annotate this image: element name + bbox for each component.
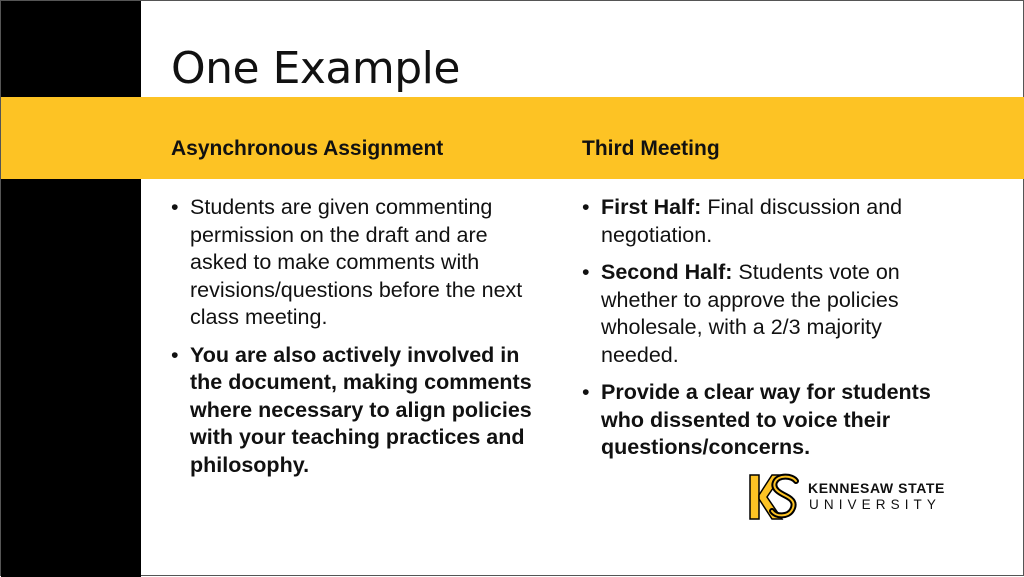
ks-monogram-icon bbox=[748, 469, 800, 525]
bullet-text: Students vote on whether to approve the policies wholesale, with a 2/3 majority needed. bbox=[601, 260, 900, 367]
bullet-lead: You are also actively involved in the document, making comments where necessary to align policies with your teaching practices and philosophy. bbox=[190, 342, 532, 477]
bullet-lead: First Half: bbox=[601, 195, 702, 219]
column-header-third-meeting: Third Meeting bbox=[582, 137, 720, 160]
bullet-icon: • bbox=[171, 342, 179, 367]
bullet-text: Final discussion and negotiation. bbox=[601, 195, 903, 247]
kennesaw-state-logo bbox=[748, 469, 978, 525]
list-item bbox=[582, 259, 957, 369]
list-item bbox=[582, 379, 957, 462]
bullet-icon: • bbox=[171, 195, 179, 219]
bullet-lead: Provide a clear way for students who dissented to voice their questions/concerns. bbox=[601, 380, 931, 459]
header-gold-band bbox=[1, 97, 1024, 179]
list-item bbox=[171, 194, 541, 332]
slide-title: One Example bbox=[171, 43, 460, 94]
list-item bbox=[171, 342, 541, 480]
bullet-icon: • bbox=[582, 380, 590, 404]
column-header-asynchronous: Asynchronous Assignment bbox=[171, 137, 444, 160]
left-black-bar bbox=[1, 1, 141, 577]
asynchronous-bullet-list bbox=[171, 194, 541, 489]
bullet-text: Students are given commenting permission on the draft and are asked to make comments with revisions/questions before the next class meeting. bbox=[190, 195, 523, 329]
logo-wordmark-line2: UNIVERSITY bbox=[809, 497, 942, 512]
bullet-lead: Second Half: bbox=[601, 260, 733, 284]
bullet-icon: • bbox=[582, 195, 590, 219]
third-meeting-bullet-list bbox=[582, 194, 957, 472]
bullet-icon: • bbox=[582, 260, 590, 284]
logo-wordmark-line1: KENNESAW STATE bbox=[808, 480, 945, 496]
list-item bbox=[582, 194, 957, 249]
